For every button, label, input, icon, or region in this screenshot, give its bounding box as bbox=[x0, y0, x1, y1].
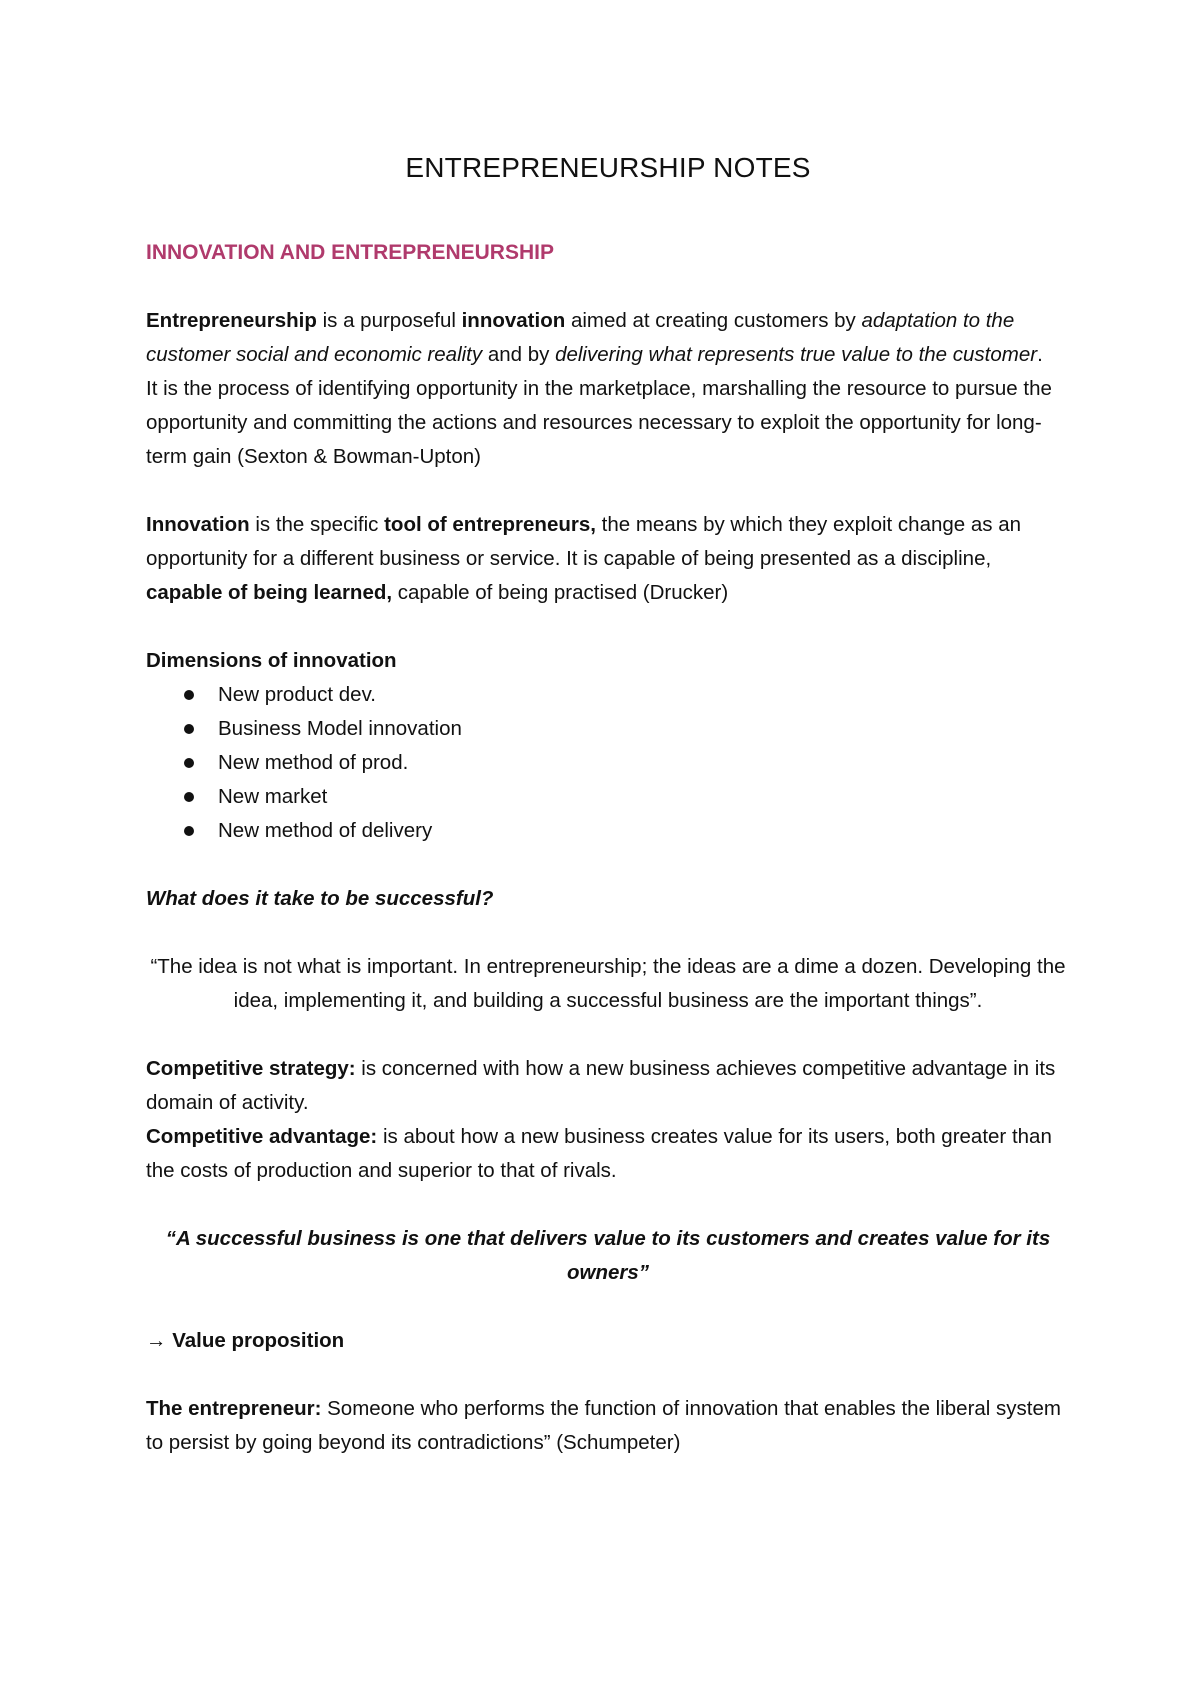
bullet-icon bbox=[184, 758, 194, 768]
text-fragment: is a purposeful bbox=[316, 309, 462, 332]
list-item-text: New product dev. bbox=[218, 683, 377, 706]
text-fragment: is concerned with how a new business achieves competitive advantage in its domain of activity. bbox=[146, 1057, 1056, 1114]
list-item-text: New method of delivery bbox=[218, 819, 433, 842]
dimensions-heading bbox=[146, 644, 1070, 678]
bold-phrase: tool of entrepreneurs, bbox=[384, 513, 596, 536]
success-question: What does it take to be successful? bbox=[146, 887, 494, 910]
text-fragment: and by bbox=[482, 343, 556, 366]
entrepreneur-definition bbox=[146, 1392, 1070, 1460]
text-fragment: is about how a new business creates value for its users, both greater than the costs of production and superior to that of rivals. bbox=[146, 1125, 1052, 1182]
competitive-strategy-paragraph bbox=[146, 1052, 1070, 1120]
bullet-icon bbox=[184, 690, 194, 700]
bold-phrase: capable of being learned, bbox=[146, 581, 393, 604]
list-item bbox=[184, 814, 1070, 848]
dimensions-heading-text: Dimensions of innovation bbox=[146, 649, 397, 672]
term-innovation: innovation bbox=[461, 309, 566, 332]
text-fragment: capable of being practised (Drucker) bbox=[392, 581, 729, 604]
section-heading: INNOVATION AND ENTREPRENEURSHIP bbox=[146, 241, 554, 264]
document-title: ENTREPRENEURSHIP NOTES bbox=[405, 152, 811, 183]
italic-phrase: adaptation to the customer social and economic reality bbox=[146, 309, 1015, 366]
list-item-text: New market bbox=[218, 785, 328, 808]
text-fragment: Someone who performs the function of innovation that enables the liberal system to persist by going beyond its contradictions” (Schumpeter) bbox=[146, 1397, 1061, 1454]
term-entrepreneurship: Entrepreneurship bbox=[146, 309, 317, 332]
term-innovation-def: Innovation bbox=[146, 513, 250, 536]
list-item bbox=[184, 678, 1070, 712]
list-item bbox=[184, 780, 1070, 814]
competitive-advantage-paragraph bbox=[146, 1120, 1070, 1188]
bullet-icon bbox=[184, 826, 194, 836]
bullet-icon bbox=[184, 724, 194, 734]
text-fragment: the means by which they exploit change as an opportunity for a different business or service. It is capable of being presented as a discipline, bbox=[146, 513, 1022, 570]
innovation-definition bbox=[146, 508, 1070, 610]
dimensions-list bbox=[146, 678, 1070, 848]
list-item-text: New method of prod. bbox=[218, 751, 409, 774]
bullet-icon bbox=[184, 792, 194, 802]
text-fragment: is the specific bbox=[249, 513, 385, 536]
italic-phrase: delivering what represents true value to the customer bbox=[555, 343, 1038, 366]
value-proposition bbox=[146, 1324, 1070, 1358]
success-quote: “A successful business is one that delivers value to its customers and creates value for its owners” bbox=[165, 1227, 1051, 1284]
list-item bbox=[184, 712, 1070, 746]
list-item bbox=[184, 746, 1070, 780]
idea-quote: “The idea is not what is important. In entrepreneurship; the ideas are a dime a dozen. Developing the idea, implementing it, and building a successful business are the important things”. bbox=[150, 955, 1066, 1012]
text-fragment: aimed at creating customers by bbox=[565, 309, 862, 332]
text-fragment: . bbox=[1037, 343, 1043, 366]
term-competitive-advantage: Competitive advantage: bbox=[146, 1125, 378, 1148]
term-entrepreneur: The entrepreneur: bbox=[146, 1397, 322, 1420]
term-competitive-strategy: Competitive strategy: bbox=[146, 1057, 356, 1080]
process-paragraph: It is the process of identifying opportunity in the marketplace, marshalling the resource to pursue the opportunity and committing the actions and resources necessary to exploit the opportunity for long-term gain (Sexton & Bowman-Upton) bbox=[146, 377, 1052, 468]
list-item-text: Business Model innovation bbox=[218, 717, 462, 740]
entrepreneurship-definition bbox=[146, 304, 1070, 372]
value-proposition-text: → Value proposition bbox=[146, 1329, 345, 1352]
